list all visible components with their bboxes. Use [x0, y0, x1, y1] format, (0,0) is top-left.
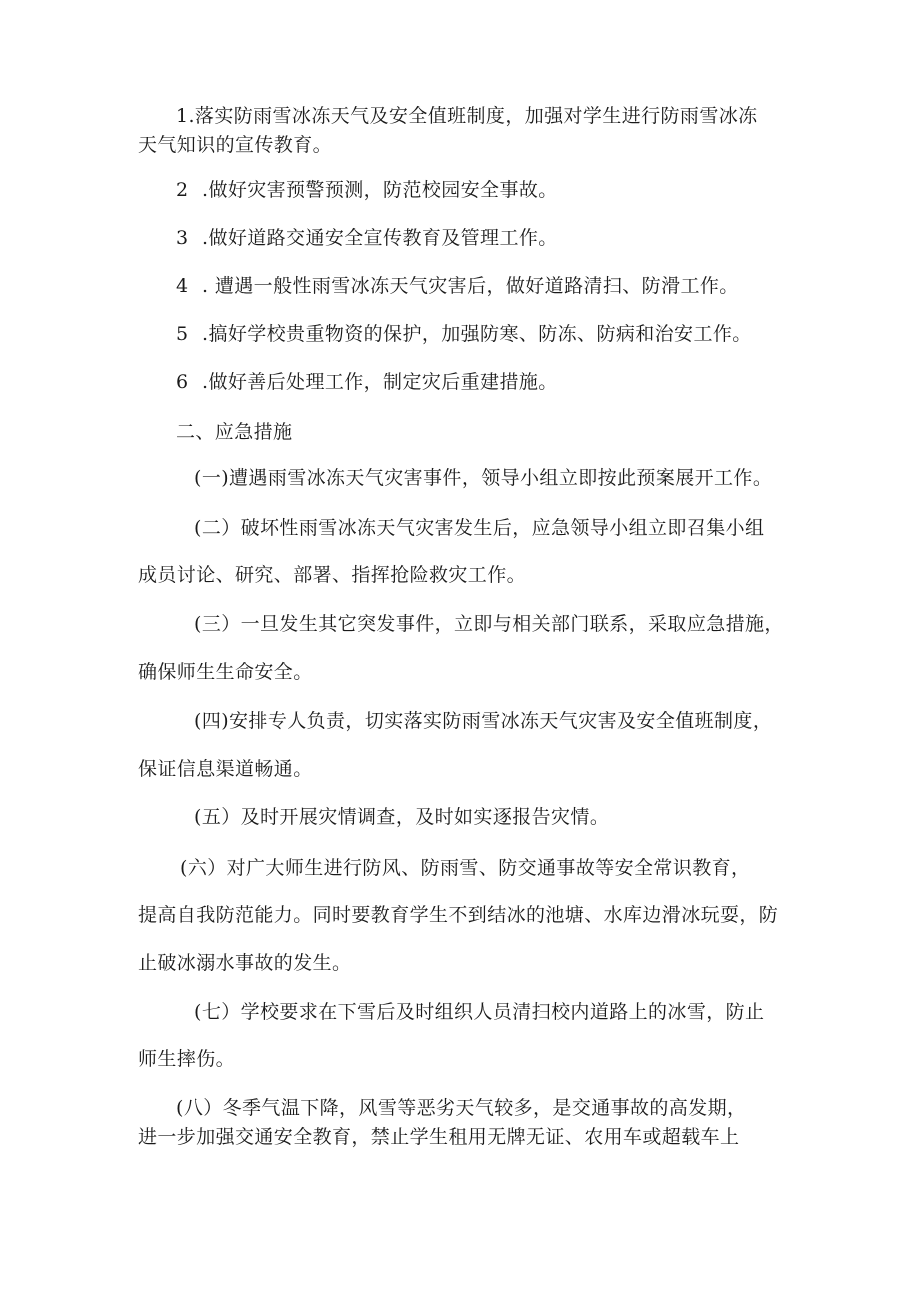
- measure-7-line-1: (七）学校要求在下雪后及时组织人员清扫校内道路上的冰雪，防止: [194, 1001, 765, 1023]
- measure-8-line-2: 进一步加强交通安全教育，禁止学生租用无牌无证、农用车或超载车上: [138, 1126, 740, 1148]
- list-item-text: .做好善后处理工作，制定灾后重建措施。: [202, 371, 558, 393]
- list-item-text: .做好道路交通安全宣传教育及管理工作。: [202, 227, 558, 249]
- list-item-number: 4: [176, 275, 189, 297]
- intro-line-2: 天气知识的宣传教育。: [138, 134, 333, 156]
- list-item-number: 2: [176, 179, 189, 201]
- measure-3-line-2: 确保师生生命安全。: [138, 661, 313, 683]
- list-item-5: [176, 322, 752, 346]
- measure-5: (五）及时开展灾情调查，及时如实逐报告灾情。: [194, 806, 610, 828]
- measure-6-line-2: 提高自我防范能力。同时要教育学生不到结冰的池塘、水库边滑冰玩耍，防: [138, 904, 779, 926]
- measure-1: (一)遭遇雨雪冰冻天气灾害事件，领导小组立即按此预案展开工作。: [194, 467, 773, 489]
- measure-2-line-2: 成员讨论、研究、部署、指挥抢险救灾工作。: [138, 564, 527, 586]
- list-item-number: 5: [176, 323, 189, 345]
- intro-line-1: 1.落实防雨雪冰冻天气及安全值班制度，加强对学生进行防雨雪冰冻: [176, 105, 758, 127]
- measure-3-line-1: (三）一旦发生其它突发事件，立即与相关部门联系，采取应急措施，: [194, 613, 784, 635]
- list-item-3: [176, 226, 558, 250]
- measure-2-line-1: (二）破坏性雨雪冰冻天气灾害发生后，应急领导小组立即召集小组: [194, 517, 765, 539]
- measure-6-line-3: 止破冰溺水事故的发生。: [138, 952, 352, 974]
- list-item-4: [176, 274, 739, 298]
- list-item-text: . 遭遇一般性雨雪冰冻天气灾害后，做好道路清扫、防滑工作。: [202, 275, 739, 297]
- measure-7-line-2: 师生摔伤。: [138, 1048, 236, 1070]
- list-item-text: .做好灾害预警预测，防范校园安全事故。: [202, 179, 558, 201]
- measure-6-line-1: (六）对广大师生进行防风、防雨雪、防交通事故等安全常识教育，: [180, 857, 751, 879]
- list-item-2: [176, 178, 558, 202]
- list-item-text: .搞好学校贵重物资的保护，加强防寒、防冻、防病和治安工作。: [202, 323, 752, 345]
- list-item-number: 3: [176, 227, 189, 249]
- list-item-6: [176, 370, 558, 394]
- measure-4-line-1: (四)安排专人负责，切实落实防雨雪冰冻天气灾害及安全值班制度，: [194, 710, 773, 732]
- list-item-number: 6: [176, 371, 189, 393]
- measure-8-line-1: (八）冬季气温下降，风雪等恶劣天气较多，是交通事故的高发期，: [176, 1097, 747, 1119]
- measure-4-line-2: 保证信息渠道畅通。: [138, 758, 313, 780]
- section-heading: 二、应急措施: [176, 421, 293, 443]
